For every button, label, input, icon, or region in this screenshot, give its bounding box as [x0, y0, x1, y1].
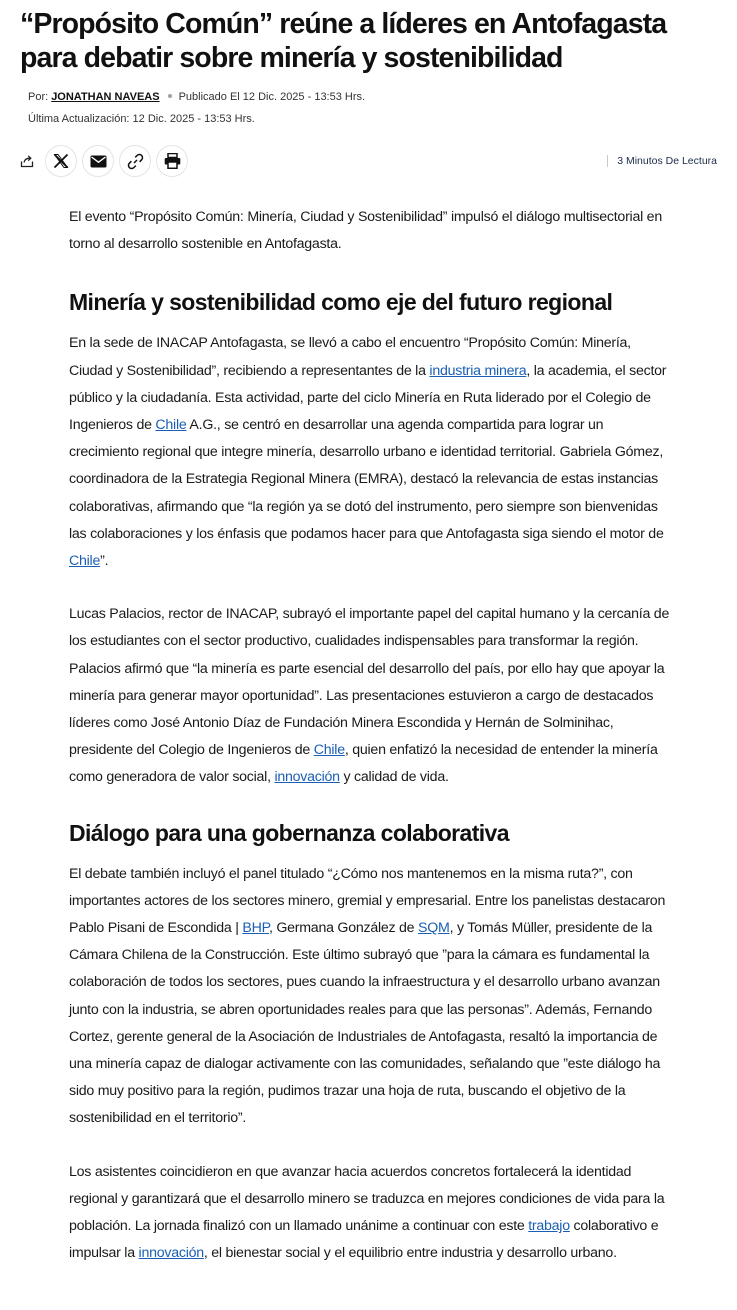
paragraph-4 [69, 1159, 673, 1268]
text: , y Tomás Müller, presidente de la Cámara Chilena de la Construcción. Este último subrayó que ”para la cámara es fundamental la colaboración de todos los sectores, pues cuando la infraestructura y el desarrollo urbano avanzan junto con la industria, se abren oportunidades reales para que las personas”. Además, Fernando Cortez, gerente general de la Asociación de Industriales de Antofagasta, resaltó la importancia de una minería capaz de dialogar activamente con las comunidades, señalando que ”este diálogo ha sido muy positivo para la región, pudimos trazar una hoja de ruta, buscando el objetivo de la sostenibilidad en el territorio”. [69, 920, 661, 1127]
paragraph-2 [69, 601, 673, 791]
share-email-button[interactable] [82, 145, 114, 177]
paragraph-1 [69, 330, 673, 575]
text: , Germana González de [268, 920, 419, 937]
text: , el bienestar social y el equilibrio entre industria y desarrollo urbano. [203, 1245, 617, 1262]
text: El debate también incluyó el panel titulado “¿Cómo nos mantenemos en la misma ruta?”, con importantes actores de los sectores minero, gremial y empresarial. Entre los panelistas destacaron Pablo Pisani de Escondida | [69, 865, 666, 937]
text: A.G., se centró en desarrollar una agenda compartida para lograr un crecimiento regional que integre minería, desarrollo urbano e identidad territorial. Gabriela Gómez, coordinadora de la Estrategia Regional Minera (EMRA), destacó la relevancia de estas instancias colaborativas, afirmando que “la región ya se dotó del instrumento, pero siempre son bienvenidas las colaboraciones y los énfasis que podamos hacer para que Antofagasta siga siendo el motor de [69, 417, 664, 542]
byline [28, 91, 365, 103]
link-industria-minera[interactable]: industria minera [429, 362, 527, 379]
link-innovacion[interactable]: innovación [274, 769, 340, 786]
link-icon [127, 153, 144, 170]
share-x-button[interactable] [45, 145, 77, 177]
read-time: 3 Minutos De Lectura [607, 155, 717, 167]
print-button[interactable] [156, 145, 188, 177]
x-icon [53, 153, 69, 169]
share-icon[interactable] [14, 143, 40, 179]
text: , quien enfatizó la necesidad de entender la minería como generadora de valor social, [69, 742, 658, 786]
text: colaborativo e impulsar la [69, 1218, 659, 1262]
paragraph-3 [69, 861, 673, 1133]
separator-dot [168, 94, 172, 98]
text: ”. [100, 553, 109, 570]
section-heading-mining: Minería y sostenibilidad como eje del futuro regional [69, 289, 613, 316]
link-bhp[interactable]: BHP [242, 920, 269, 937]
link-chile[interactable]: Chile [155, 417, 187, 434]
share-bar [14, 143, 193, 179]
text: En la sede de INACAP Antofagasta, se llevó a cabo el encuentro “Propósito Común: Minería, Ciudad y Sostenibilidad”, recibiendo a representantes de la [69, 335, 631, 379]
text: y calidad de vida. [339, 769, 449, 786]
published-date: Publicado El 12 Dic. 2025 - 13:53 Hrs. [178, 91, 366, 103]
copy-link-button[interactable] [119, 145, 151, 177]
link-trabajo[interactable]: trabajo [528, 1218, 570, 1235]
print-icon [164, 153, 181, 169]
link-chile[interactable]: Chile [69, 553, 101, 570]
mail-icon [90, 155, 107, 168]
text: Los asistentes coincidieron en que avanzar hacia acuerdos concretos fortalecerá la identidad regional y garantizará que el desarrollo minero se traduzca en mejores condiciones de vida para la población. La jornada finalizó con un llamado unánime a continuar con este [69, 1163, 665, 1235]
updated-date: Última Actualización: 12 Dic. 2025 - 13:53 Hrs. [28, 113, 255, 125]
article-headline: “Propósito Común” reúne a líderes en Antofagasta para debatir sobre minería y sostenibilidad [20, 8, 667, 74]
link-chile[interactable]: Chile [313, 742, 345, 759]
text: Lucas Palacios, rector de INACAP, subrayó el importante papel del capital humano y la cercanía de los estudiantes con el sector productivo, cualidades indispensables para transformar la región. Palacios afirmó que “la minería es parte esencial del desarrollo del país, por ello hay que apoyar la minería para generar mayor oportunidad”. Las presentaciones estuvieron a cargo de destacados líderes como José Antonio Díaz de Fundación Minera Escondida y Hernán de Solminihac, presidente del Colegio de Ingenieros de [69, 606, 670, 759]
author-link[interactable]: JONATHAN NAVEAS [51, 91, 160, 103]
author-label: Por: [28, 91, 49, 103]
link-innovacion[interactable]: innovación [138, 1245, 204, 1262]
article-body [69, 204, 673, 1268]
article-intro: El evento “Propósito Común: Minería, Ciudad y Sostenibilidad” impulsó el diálogo multisectorial en torno al desarrollo sostenible en Antofagasta. [69, 209, 662, 253]
link-sqm[interactable]: SQM [418, 920, 450, 937]
section-heading-governance: Diálogo para una gobernanza colaborativa [69, 819, 509, 846]
text: , la academia, el sector público y la ciudadanía. Esta actividad, parte del ciclo Minería en Ruta liderado por el Colegio de Ingenieros de [69, 362, 667, 434]
